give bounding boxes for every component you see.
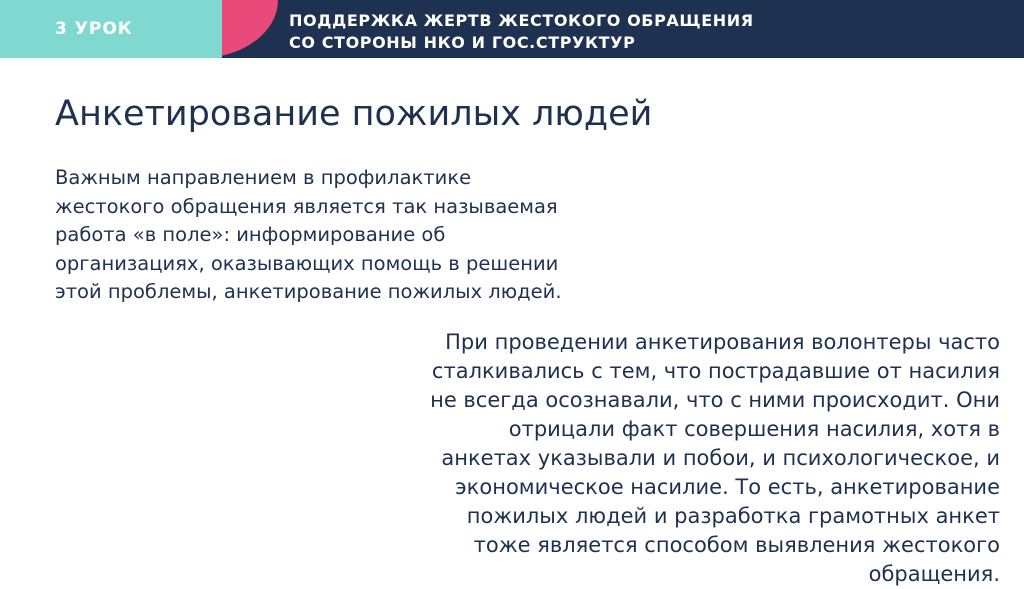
header-bar bbox=[0, 0, 1024, 58]
note-line: тоже является способом выявления жестокого bbox=[473, 533, 1000, 557]
intro-line: этой проблемы, анкетирование пожилых людей. bbox=[55, 280, 562, 303]
course-title-line: ПОДДЕРЖКА ЖЕРТВ ЖЕСТОКОГО ОБРАЩЕНИЯ bbox=[289, 11, 754, 30]
intro-paragraph bbox=[55, 164, 695, 307]
note-line: отрицали факт совершения насилия, хотя в bbox=[508, 417, 1000, 441]
intro-line: Важным направлением в профилактике bbox=[55, 166, 472, 189]
note-line: обращения. bbox=[868, 562, 1000, 586]
course-title bbox=[289, 10, 754, 54]
note-line: не всегда осознавали, что с ними происходит. Они bbox=[430, 388, 1000, 412]
lesson-label: 3 УРОК bbox=[55, 19, 133, 39]
intro-line: организациях, оказывающих помощь в решении bbox=[55, 251, 559, 275]
note-line: экономическое насилие. То есть, анкетирование bbox=[455, 475, 1000, 499]
note-line: сталкивались с тем, что пострадавшие от насилия bbox=[431, 359, 1000, 383]
intro-line: работа «в поле»: информирование об bbox=[55, 223, 446, 246]
note-paragraph bbox=[300, 328, 1000, 589]
note-line: анкетах указывали и побои, и психологическое, и bbox=[441, 446, 1000, 470]
page-title: Анкетирование пожилых людей bbox=[55, 94, 653, 134]
note-line: пожилых людей и разработка грамотных анкет bbox=[466, 504, 1000, 528]
intro-line: жестокого обращения является так называемая bbox=[55, 194, 558, 218]
note-line: При проведении анкетирования волонтеры часто bbox=[445, 330, 1000, 354]
course-title-line: СО СТОРОНЫ НКО И ГОС.СТРУКТУР bbox=[289, 33, 636, 52]
